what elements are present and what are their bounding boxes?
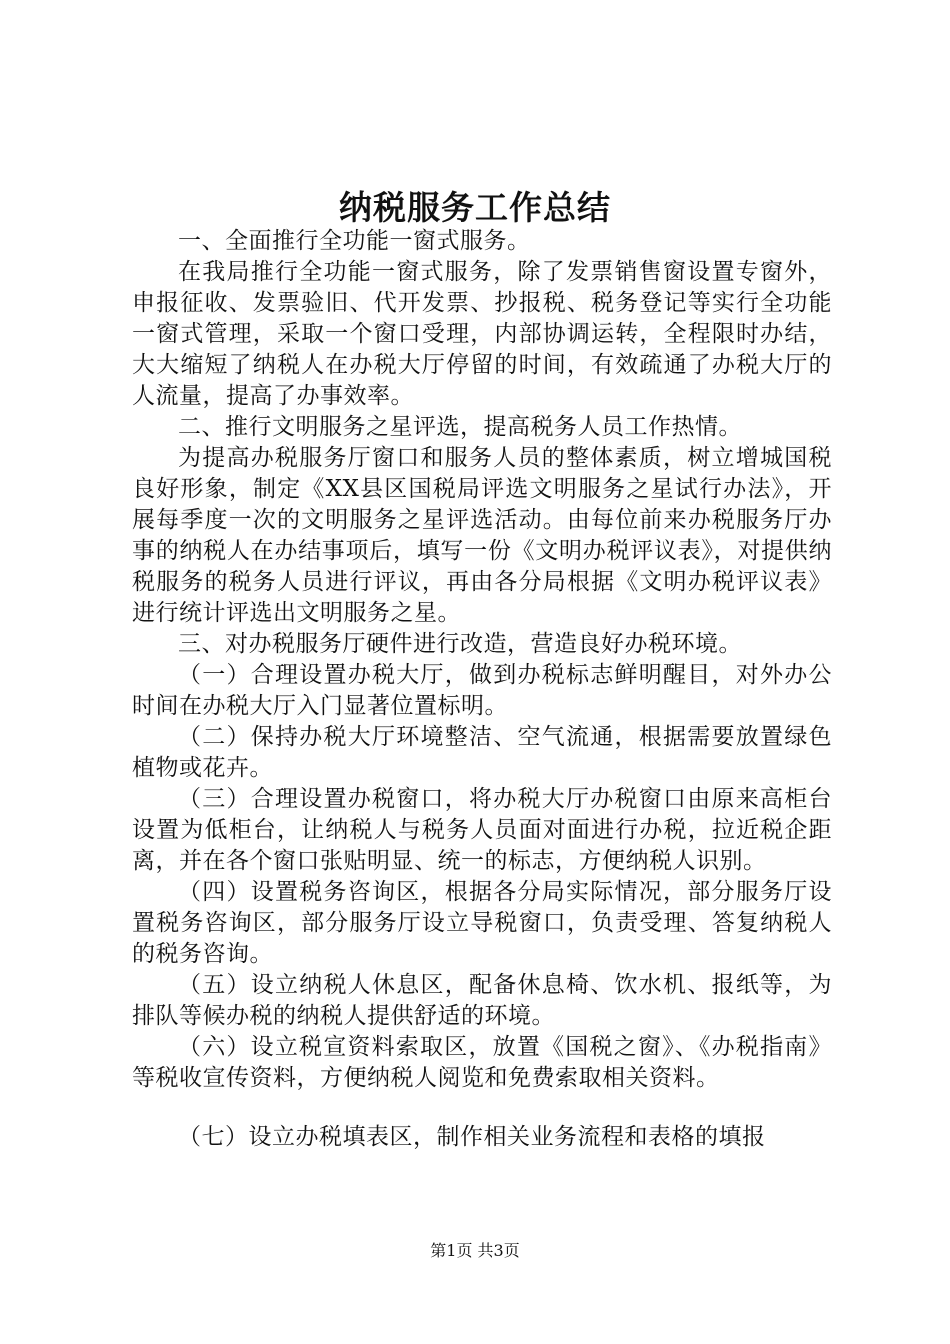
list-item: （四）设置税务咨询区，根据各分局实际情况，部分服务厅设置税务咨询区，部分服务厅设立导税窗口，负责受理、答复纳税人的税务咨询。	[132, 879, 832, 967]
paragraph-gap	[132, 1094, 832, 1122]
list-item: （七）设立办税填表区，制作相关业务流程和表格的填报	[178, 1124, 766, 1150]
section-heading-2: 二、推行文明服务之星评选，提高税务人员工作热情。	[178, 414, 742, 440]
document-body	[132, 226, 832, 1153]
section-heading-1: 一、全面推行全功能一窗式服务。	[178, 228, 531, 254]
body-paragraph: 在我局推行全功能一窗式服务，除了发票销售窗设置专窗外，申报征收、发票验旧、代开发票、抄报税、税务登记等实行全功能一窗式管理，采取一个窗口受理，内部协调运转，全程限时办结，大大缩短了纳税人在办税大厅停留的时间，有效疏通了办税大厅的人流量，提高了办事效率。	[132, 259, 832, 409]
list-item: （二）保持办税大厅环境整洁、空气流通，根据需要放置绿色植物或花卉。	[132, 724, 832, 781]
document-title: 纳税服务工作总结	[339, 188, 611, 227]
body-paragraph: 为提高办税服务厅窗口和服务人员的整体素质，树立增城国税良好形象，制定《XX县区国税局评选文明服务之星试行办法》，开展每季度一次的文明服务之星评选活动。由每位前来办税服务厅办事的纳税人在办结事项后，填写一份《文明办税评议表》，对提供纳税服务的税务人员进行评议，再由各分局根据《文明办税评议表》进行统计评选出文明服务之星。	[132, 445, 832, 626]
list-item: （一）合理设置办税大厅，做到办税标志鲜明醒目，对外办公时间在办税大厅入门显著位置标明。	[132, 662, 832, 719]
page-footer: 第1页 共3页	[430, 1241, 520, 1260]
list-item: （六）设立税宣资料索取区，放置《国税之窗》、《办税指南》等税收宣传资料，方便纳税人阅览和免费索取相关资料。	[132, 1034, 832, 1091]
list-item: （五）设立纳税人休息区，配备休息椅、饮水机、报纸等，为排队等候办税的纳税人提供舒适的环境。	[132, 972, 832, 1029]
section-heading-3: 三、对办税服务厅硬件进行改造，营造良好办税环境。	[178, 631, 742, 657]
list-item: （三）合理设置办税窗口，将办税大厅办税窗口由原来高柜台设置为低柜台，让纳税人与税务人员面对面进行办税，拉近税企距离，并在各个窗口张贴明显、统一的标志，方便纳税人识别。	[132, 786, 832, 874]
